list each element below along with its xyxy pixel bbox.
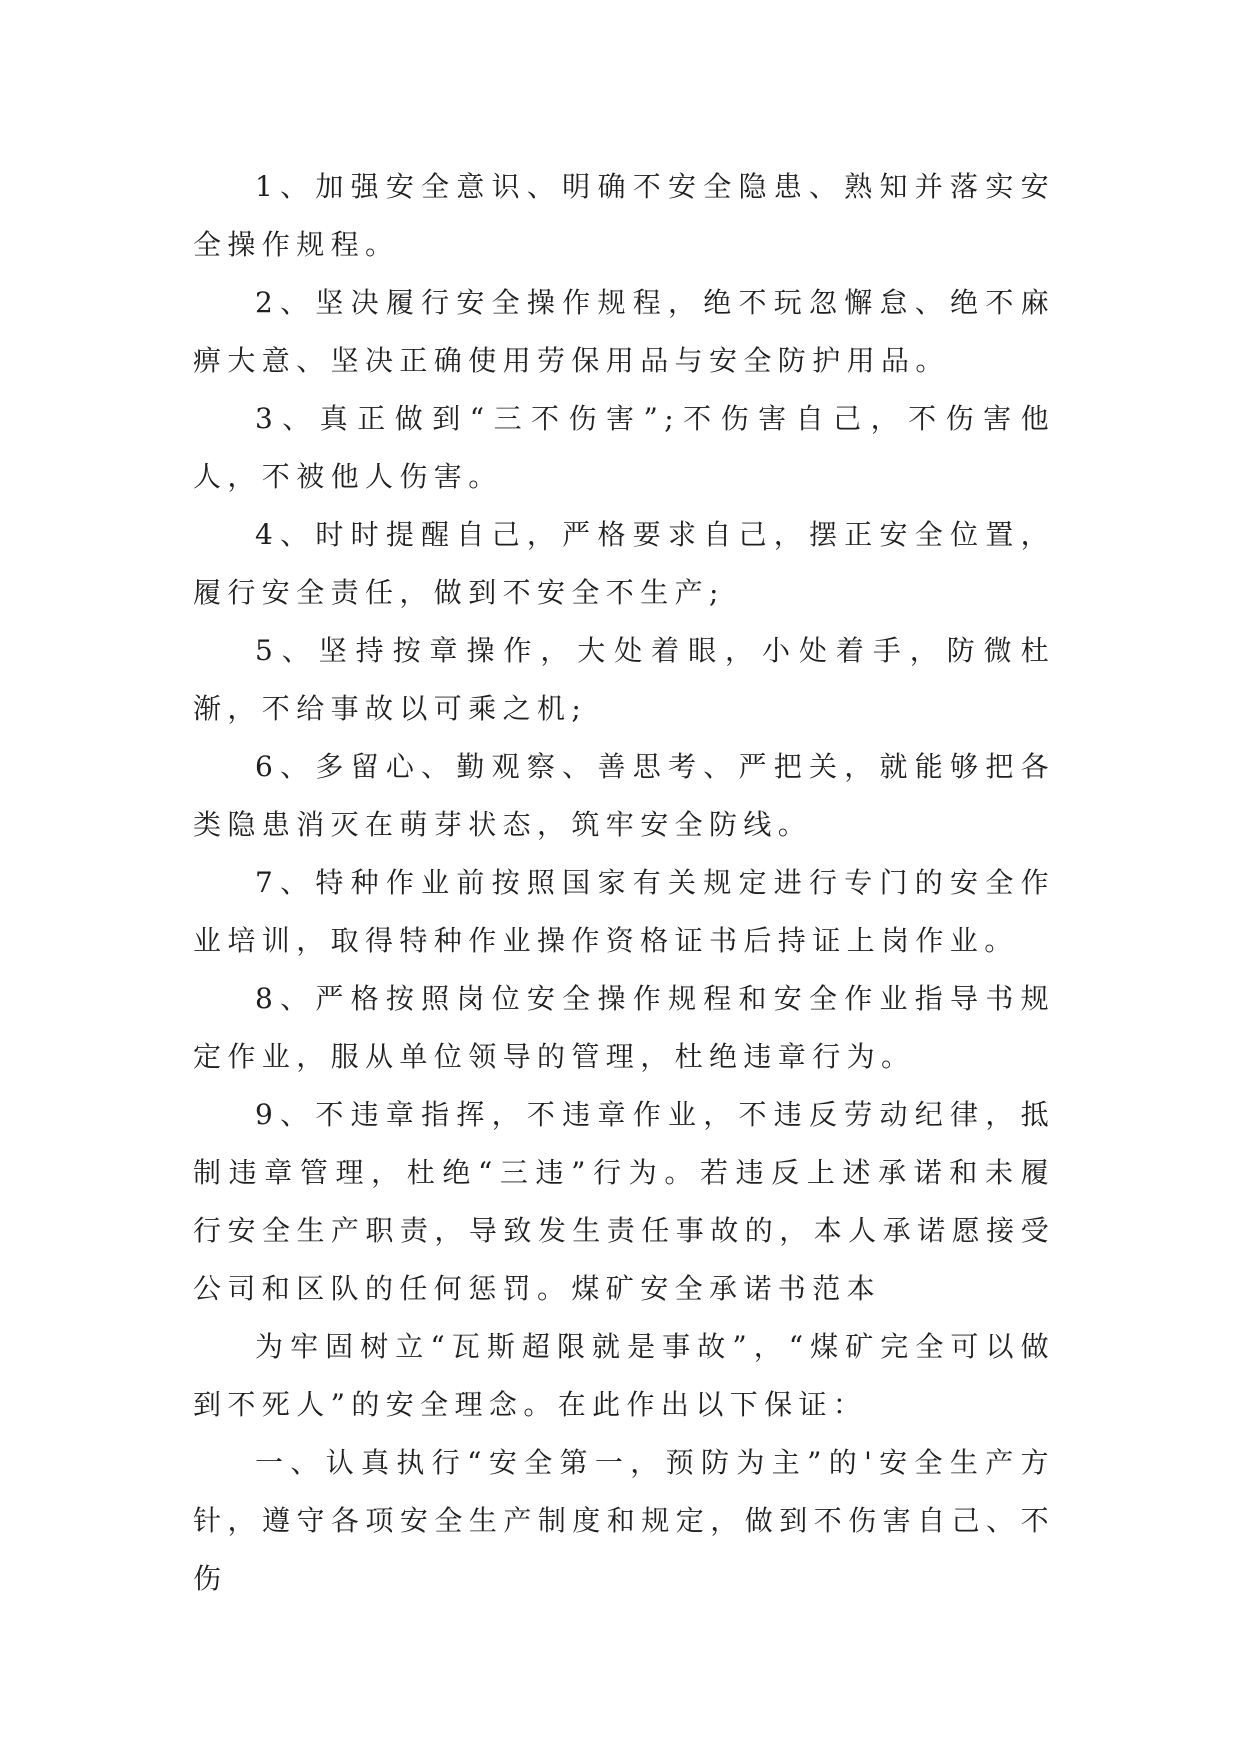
paragraph-5: 5、坚持按章操作，大处着眼，小处着手，防微杜渐，不给事故以可乘之机;: [193, 634, 1055, 725]
paragraph-4: 4、时时提醒自己，严格要求自己，摆正安全位置，履行安全责任，做到不安全不生产;: [193, 518, 1055, 609]
paragraph-2: 2、坚决履行安全操作规程，绝不玩忽懈怠、绝不麻痹大意、坚决正确使用劳保用品与安全防护用品。: [193, 286, 1055, 377]
paragraph-7: 7、特种作业前按照国家有关规定进行专门的安全作业培训，取得特种作业操作资格证书后持证上岗作业。: [193, 866, 1055, 957]
document-body: [193, 158, 1055, 1608]
paragraph-11: 一、认真执行“安全第一，预防为主”的'安全生产方针，遵守各项安全生产制度和规定，做到不伤害自己、不伤: [193, 1446, 1055, 1595]
paragraph-6: 6、多留心、勤观察、善思考、严把关，就能够把各类隐患消灭在萌芽状态，筑牢安全防线。: [193, 750, 1055, 841]
paragraph-9: 9、不违章指挥，不违章作业，不违反劳动纪律，抵制违章管理，杜绝“三违”行为。若违反上述承诺和未履行安全生产职责，导致发生责任事故的，本人承诺愿接受公司和区队的任何惩罚。煤矿安全承诺书范本: [193, 1098, 1055, 1305]
paragraph-3: 3、真正做到“三不伤害”;不伤害自己，不伤害他人，不被他人伤害。: [193, 402, 1055, 493]
paragraph-8: 8、严格按照岗位安全操作规程和安全作业指导书规定作业，服从单位领导的管理，杜绝违章行为。: [193, 982, 1055, 1073]
paragraph-10: 为牢固树立“瓦斯超限就是事故”，“煤矿完全可以做到不死人”的安全理念。在此作出以下保证：: [193, 1330, 1055, 1421]
paragraph-1: 1、加强安全意识、明确不安全隐患、熟知并落实安全操作规程。: [193, 170, 1055, 261]
